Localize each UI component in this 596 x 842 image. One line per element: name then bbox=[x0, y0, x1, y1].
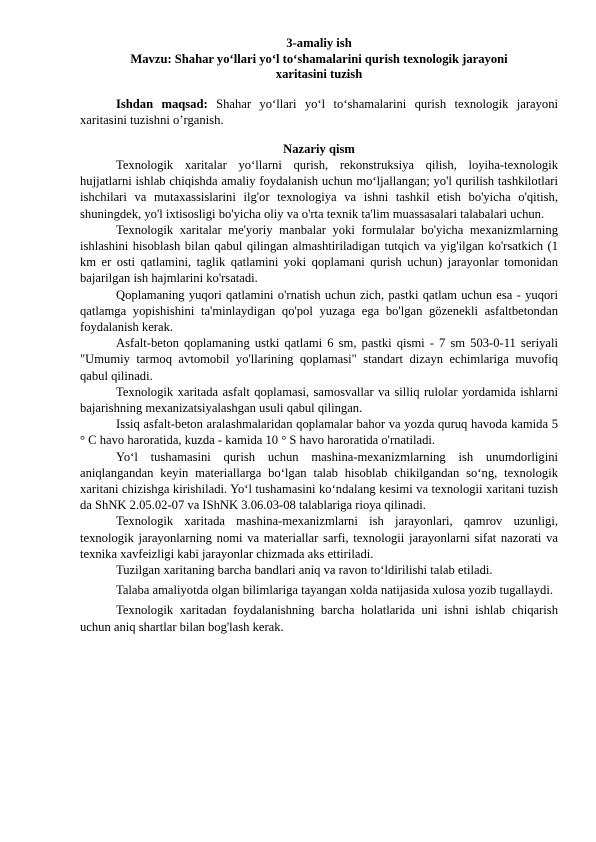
theory-paragraph: Texnologik xaritalar yo‘llarni qurish, rekonstruksiya qilish, loyiha-texnologik hujjatlarni ishlab chiqishda amaliy foydalanish uchun mo‘ljallangan; yo'l qurilish tashkilotlari ishchilari va mutaxassislarini ilg'or texnologiya va ishni tashkil etish bo'yicha o'qitish, shuningdek, yo'l ixtisosligi bo'yicha oliy va o'rta texnik ta'lim muassasalari talabalari uchun. bbox=[80, 157, 558, 221]
theory-paragraph: Tuzilgan xaritaning barcha bandlari aniq va ravon to‘ldirilishi talab etiladi. bbox=[116, 562, 493, 577]
theory-paragraph: Texnologik xaritadan foydalanishning barcha holatlarida uni ishni ishlab chiqarish uchun aniq shartlar bilan bog'lash kerak. bbox=[80, 603, 558, 634]
goal-text: Shahar yo‘llari yo‘l to‘shamalarini qurish texnologik jarayoni xaritasini tuzishni o’rganish. bbox=[80, 96, 559, 127]
theory-paragraph: Texnologik xaritalar me'yoriy manbalar yoki formulalar bo'yicha mexanizmlarning ishlashini hisoblash bilan qabul qilingan almashtiriladigan tutqich va yig'ilgan ko'rsatkich (1 km er osti qatlamini, taglik qatlamini yoki qoplamani qurish uchun) jarayonlar tomonidan bajarilgan ish hajmlarini ko'rsatadi. bbox=[80, 222, 558, 286]
theory-paragraph: Texnologik xaritada mashina-mexanizmlarni ish jarayonlari, qamrov uzunligi, texnologik jarayonlarning nomi va materiallar sarfi, texnologii jarayonlarni sifat nazorati va texnika xavfeizligi kabi jarayonlar chizmada aks ettiriladi. bbox=[80, 514, 558, 561]
theory-paragraph: Yo‘l tushamasini qurish uchun mashina-mexanizmlarning ish unumdorligini aniqlangandan keyin materiallarga bo‘lgan talab hisoblab chikilgandan so‘ng, texnologik xaritani chizishga kirishiladi. Yo‘l tushamasini ko‘ndalang kesimi va texnologii xaritani tuzish da ShNK 2.05.02-07 va IShNK 3.06.03-08 talablariga rioya qilinadi. bbox=[80, 449, 558, 513]
goal-paragraph bbox=[80, 96, 558, 128]
topic-title-line-2: xaritasini tuzish bbox=[275, 67, 363, 81]
theory-paragraph: Issiq asfalt-beton aralashmalaridan qoplamalar bahor va yozda quruq havoda kamida 5 ° C havo haroratida, kuzda - kamida 10 ° S havo haroratida o'rnatiladi. bbox=[80, 417, 558, 448]
goal-label: Ishdan maqsad: bbox=[116, 96, 208, 111]
document-page bbox=[80, 36, 558, 635]
topic-title-line-1: Mavzu: Shahar yo‘llari yo‘l to‘shamalarini qurish texnologik jarayoni bbox=[130, 51, 508, 66]
document-header bbox=[80, 36, 558, 83]
theory-paragraph: Talaba amaliyotda olgan bilimlariga tayangan xolda natijasida xulosa yozib tugallaydi. bbox=[116, 583, 553, 598]
theory-paragraph: Asfalt-beton qoplamaning ustki qatlami 6 sm, pastki qismi - 7 sm 503-0-11 seriyali "Umumiy tarmoq avtomobil yo'llarining qoplamasi" standart dizayn echimlariga muvofiq qabul qilinadi. bbox=[80, 336, 558, 383]
theory-paragraph: Qoplamaning yuqori qatlamini o'rnatish uchun zich, pastki qatlam uchun esa - yuqori qatlamga yopishishini ta'minlaydigan qo'pol yuzaga ega bo'lgan gözenekli asfaltbetondan foydalanish kerak. bbox=[80, 287, 558, 334]
theory-paragraph: Texnologik xaritada asfalt qoplamasi, samosvallar va silliq rulolar yordamida ishlarni bajarishning mexanizatsiyalashgan usuli qabul qilingan. bbox=[80, 384, 558, 415]
section-title: Nazariy qism bbox=[283, 141, 355, 156]
work-title: 3-amaliy ish bbox=[286, 36, 352, 50]
